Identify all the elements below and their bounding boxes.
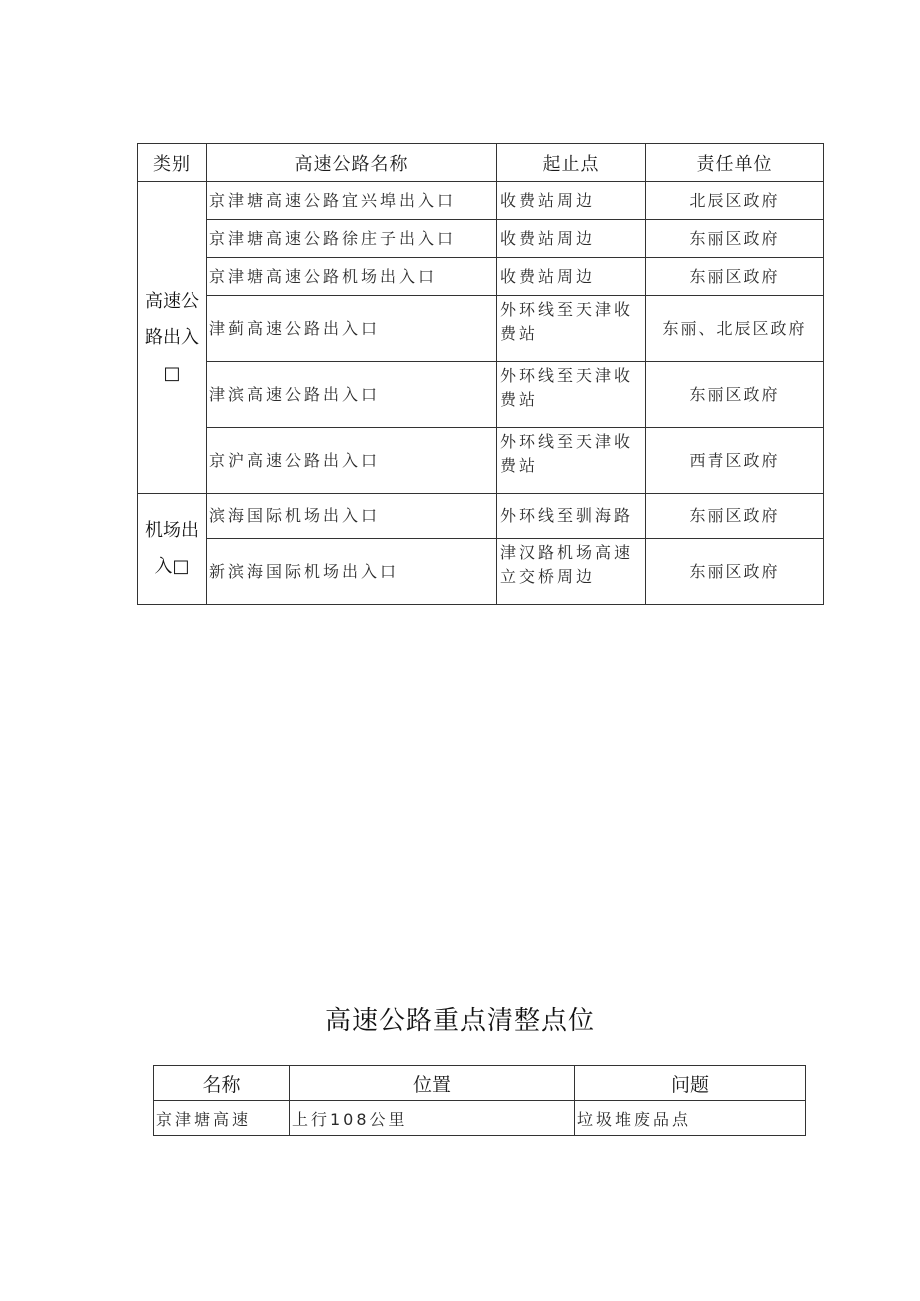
highway-name: 京津塘高速公路宜兴埠出入口 (207, 182, 497, 220)
header-name: 名称 (154, 1066, 290, 1101)
responsible-unit: 西青区政府 (646, 428, 824, 494)
highway-name: 津蓟高速公路出入口 (207, 296, 497, 362)
responsible-unit: 北辰区政府 (646, 182, 824, 220)
responsible-unit: 东丽区政府 (646, 258, 824, 296)
point-name: 京津塘高速 (154, 1101, 290, 1136)
section-title: 高速公路重点清整点位 (324, 1006, 595, 1036)
header-category: 类别 (138, 144, 207, 182)
responsible-unit: 东丽区政府 (646, 539, 824, 605)
range: 收费站周边 (497, 182, 646, 220)
range: 收费站周边 (497, 258, 646, 296)
highway-name: 京沪高速公路出入口 (207, 428, 497, 494)
header-highway-name: 高速公路名称 (207, 144, 497, 182)
table-row (138, 220, 824, 258)
highway-name: 新滨海国际机场出入口 (207, 539, 497, 605)
range: 外环线至驯海路 (497, 494, 646, 539)
category-airport-exits: 机场出入□ (138, 494, 207, 605)
range: 外环线至天津收费站 (497, 296, 646, 362)
point-issue: 垃圾堆废品点 (575, 1101, 806, 1136)
table-row (154, 1101, 806, 1136)
header-location: 位置 (290, 1066, 575, 1101)
highway-name: 京津塘高速公路徐庄子出入口 (207, 220, 497, 258)
highway-name: 津滨高速公路出入口 (207, 362, 497, 428)
table-row (138, 362, 824, 428)
table-header-row (138, 144, 824, 182)
range: 外环线至天津收费站 (497, 362, 646, 428)
point-location: 上行108公里 (290, 1101, 575, 1136)
table-header-row (154, 1066, 806, 1101)
table-row (138, 539, 824, 605)
header-responsible-unit: 责任单位 (646, 144, 824, 182)
range: 津汉路机场高速立交桥周边 (497, 539, 646, 605)
header-issue: 问题 (575, 1066, 806, 1101)
cleanup-points-table (153, 1065, 806, 1136)
table-row (138, 494, 824, 539)
responsible-unit: 东丽区政府 (646, 362, 824, 428)
range: 外环线至天津收费站 (497, 428, 646, 494)
table-row (138, 296, 824, 362)
category-highway-exits: 高速公路出入□ (138, 182, 207, 494)
highway-name: 京津塘高速公路机场出入口 (207, 258, 497, 296)
responsible-unit: 东丽区政府 (646, 220, 824, 258)
range: 收费站周边 (497, 220, 646, 258)
responsibility-table (137, 143, 824, 605)
table-row (138, 428, 824, 494)
responsible-unit: 东丽区政府 (646, 494, 824, 539)
header-range: 起止点 (497, 144, 646, 182)
table-row (138, 258, 824, 296)
highway-name: 滨海国际机场出入口 (207, 494, 497, 539)
table-row (138, 182, 824, 220)
responsible-unit: 东丽、北辰区政府 (646, 296, 824, 362)
